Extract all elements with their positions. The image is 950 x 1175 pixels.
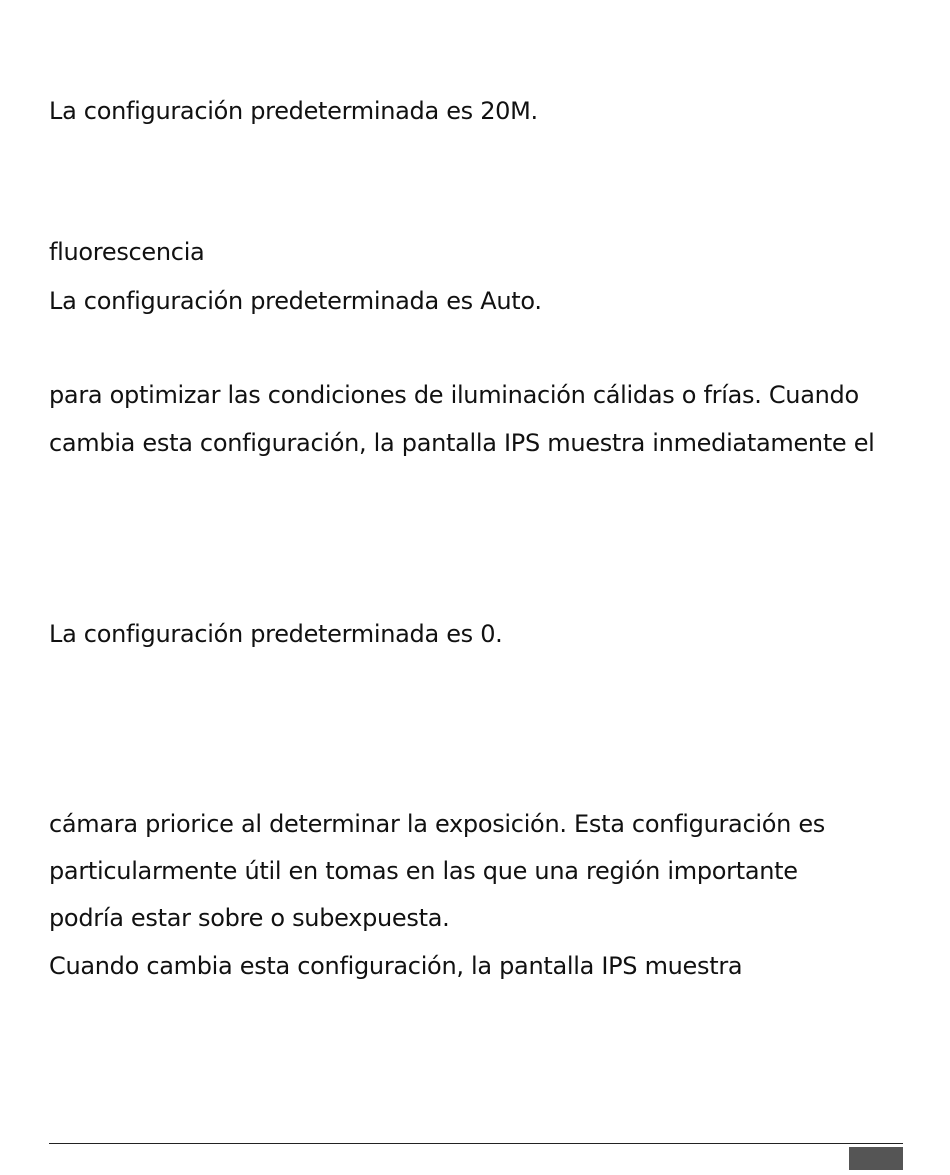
metering-description-line-2: particularmente útil en tomas en las que una región importante <box>49 857 798 885</box>
footer-divider <box>49 1143 903 1144</box>
default-setting-20m: La configuración predeterminada es 20M. <box>49 97 538 125</box>
default-setting-auto: La configuración predeterminada es Auto. <box>49 287 542 315</box>
metering-description-line-1: cámara priorice al determinar la exposición. Esta configuración es <box>49 810 826 838</box>
default-setting-0: La configuración predeterminada es 0. <box>49 620 503 648</box>
white-balance-description-line-1: para optimizar las condiciones de iluminación cálidas o frías. Cuando <box>49 381 859 409</box>
metering-description-line-4: Cuando cambia esta configuración, la pantalla IPS muestra <box>49 952 743 980</box>
white-balance-description-line-2: cambia esta configuración, la pantalla IPS muestra inmediatamente el <box>49 429 875 457</box>
page-number-tab <box>849 1147 903 1170</box>
metering-description-line-3: podría estar sobre o subexpuesta. <box>49 904 450 932</box>
option-fluorescence: fluorescencia <box>49 238 205 266</box>
